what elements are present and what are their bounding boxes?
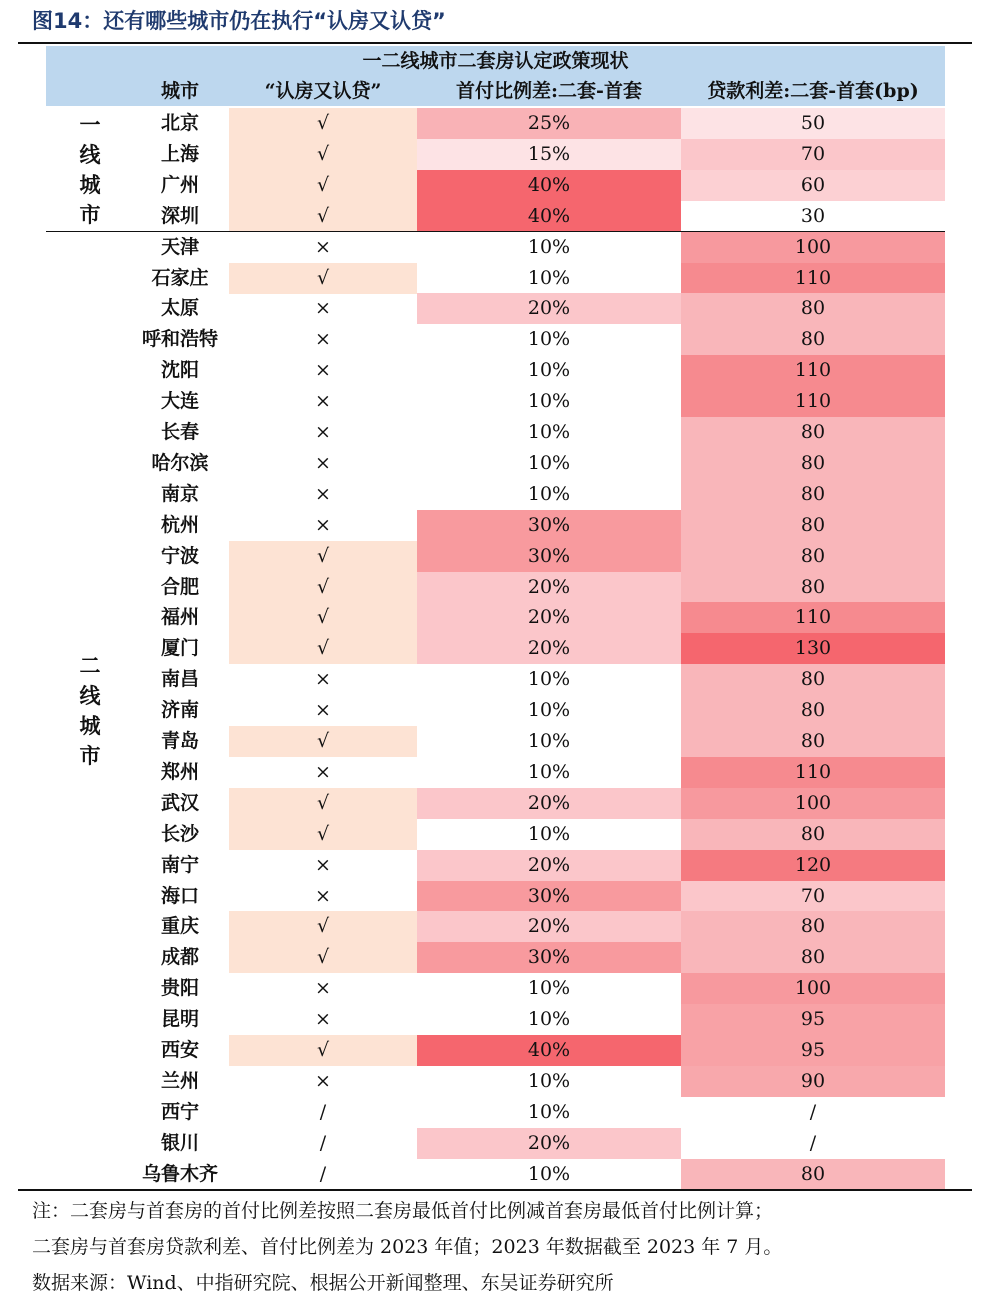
- table-row: [0, 757, 1000, 788]
- rate-diff-cell: 80: [681, 541, 945, 572]
- city-cell: 重庆: [160, 915, 199, 937]
- city-cell: 南昌: [160, 668, 199, 690]
- policy-cell: ×: [315, 977, 331, 999]
- city-cell: 长春: [160, 421, 199, 443]
- policy-cell: √: [229, 1035, 417, 1066]
- city-cell: 长沙: [160, 823, 199, 845]
- policy-cell: √: [229, 263, 417, 294]
- policy-cell: /: [319, 1163, 327, 1185]
- table-row: [0, 1128, 1000, 1159]
- policy-cell: ×: [315, 297, 331, 319]
- downpayment-diff-cell: 25%: [417, 108, 681, 139]
- table-row: [0, 664, 1000, 695]
- rate-diff-cell: 80: [681, 726, 945, 757]
- downpayment-diff-cell: 20%: [417, 1128, 681, 1159]
- table-row: [0, 695, 1000, 726]
- policy-cell: ×: [315, 761, 331, 783]
- downpayment-diff-cell: 20%: [417, 911, 681, 942]
- table-row: [0, 324, 1000, 355]
- rate-diff-cell: 110: [681, 386, 945, 417]
- city-cell: 大连: [160, 390, 199, 412]
- city-cell: 武汉: [160, 792, 199, 814]
- bottom-rule: [18, 1189, 972, 1191]
- table-row: [0, 1159, 1000, 1190]
- downpayment-diff-cell: 30%: [417, 510, 681, 541]
- city-cell: 济南: [160, 699, 199, 721]
- table-row: [0, 201, 1000, 232]
- downpayment-diff-cell: 40%: [417, 1035, 681, 1066]
- policy-cell: ×: [315, 1008, 331, 1030]
- policy-cell: ×: [315, 699, 331, 721]
- city-cell: 昆明: [160, 1008, 199, 1030]
- rate-diff-cell: 100: [681, 788, 945, 819]
- city-cell: 郑州: [160, 761, 199, 783]
- downpayment-diff-cell: 15%: [417, 139, 681, 170]
- downpayment-diff-cell: 40%: [417, 201, 681, 232]
- city-cell: 青岛: [160, 730, 199, 752]
- downpayment-diff-cell: 10%: [417, 1004, 681, 1035]
- rate-diff-cell: 80: [681, 572, 945, 603]
- rate-diff-cell: 80: [681, 664, 945, 695]
- policy-cell: √: [229, 788, 417, 819]
- rate-diff-cell: 70: [681, 139, 945, 170]
- rate-diff-cell: /: [809, 1101, 817, 1123]
- downpayment-diff-cell: 10%: [417, 479, 681, 510]
- policy-cell: ×: [315, 514, 331, 536]
- policy-cell: ×: [315, 885, 331, 907]
- city-cell: 西宁: [160, 1101, 199, 1123]
- downpayment-diff-cell: 30%: [417, 881, 681, 912]
- city-cell: 贵阳: [160, 977, 199, 999]
- rate-diff-cell: 120: [681, 850, 945, 881]
- downpayment-diff-cell: 10%: [417, 386, 681, 417]
- rate-diff-cell: 80: [681, 448, 945, 479]
- city-cell: 厦门: [160, 637, 199, 659]
- rate-diff-cell: 80: [681, 510, 945, 541]
- top-rule: [18, 42, 972, 44]
- table-row: [0, 479, 1000, 510]
- table-row: [0, 942, 1000, 973]
- table-row: [0, 139, 1000, 170]
- table-row: [0, 293, 1000, 324]
- rate-diff-cell: 80: [681, 819, 945, 850]
- policy-cell: √: [229, 108, 417, 139]
- table-row: [0, 1035, 1000, 1066]
- city-cell: 福州: [160, 606, 199, 628]
- city-cell: 深圳: [160, 205, 199, 227]
- group-label-char: 城: [79, 172, 101, 197]
- city-cell: 杭州: [160, 514, 199, 536]
- downpayment-diff-cell: 10%: [417, 695, 681, 726]
- note-line-2: 二套房与首套房贷款利差、首付比例差为 2023 年值；2023 年数据截至 2023 年 7 月。: [32, 1236, 783, 1258]
- policy-cell: √: [229, 170, 417, 201]
- city-cell: 上海: [160, 143, 199, 165]
- downpayment-diff-cell: 10%: [417, 819, 681, 850]
- city-cell: 沈阳: [160, 359, 199, 381]
- rate-diff-cell: 110: [681, 757, 945, 788]
- group-label-char: 线: [79, 142, 101, 167]
- column-header-policy: “认房又认贷”: [264, 80, 382, 102]
- group-label-char: 线: [79, 683, 101, 708]
- downpayment-diff-cell: 10%: [417, 757, 681, 788]
- table-row: [0, 355, 1000, 386]
- city-cell: 北京: [160, 112, 199, 134]
- city-cell: 合肥: [160, 576, 199, 598]
- rate-diff-cell: 100: [681, 232, 945, 263]
- table-title: 一二线城市二套房认定政策现状: [362, 50, 629, 72]
- downpayment-diff-cell: 10%: [417, 1066, 681, 1097]
- city-cell: 哈尔滨: [151, 452, 209, 474]
- downpayment-diff-cell: 10%: [417, 417, 681, 448]
- downpayment-diff-cell: 10%: [417, 1159, 681, 1190]
- policy-cell: ×: [315, 452, 331, 474]
- city-cell: 乌鲁木齐: [141, 1163, 218, 1185]
- downpayment-diff-cell: 30%: [417, 942, 681, 973]
- rate-diff-cell: 30: [681, 201, 945, 232]
- rate-diff-cell: 90: [681, 1066, 945, 1097]
- city-cell: 呼和浩特: [141, 328, 218, 350]
- downpayment-diff-cell: 10%: [417, 324, 681, 355]
- policy-cell: ×: [315, 483, 331, 505]
- downpayment-diff-cell: 20%: [417, 633, 681, 664]
- table-row: [0, 973, 1000, 1004]
- policy-cell: √: [229, 602, 417, 633]
- rate-diff-cell: 80: [681, 695, 945, 726]
- policy-cell: √: [229, 911, 417, 942]
- policy-cell: ×: [315, 1070, 331, 1092]
- rate-diff-cell: 100: [681, 973, 945, 1004]
- downpayment-diff-cell: 20%: [417, 788, 681, 819]
- downpayment-diff-cell: 10%: [417, 448, 681, 479]
- table-row: [0, 881, 1000, 912]
- table-row: [0, 541, 1000, 572]
- rate-diff-cell: 95: [681, 1004, 945, 1035]
- city-cell: 成都: [160, 946, 199, 968]
- downpayment-diff-cell: 10%: [417, 726, 681, 757]
- table-row: [0, 850, 1000, 881]
- column-header-rate-diff: 贷款利差:二套-首套(bp): [707, 80, 919, 102]
- policy-cell: √: [229, 819, 417, 850]
- policy-cell: √: [229, 633, 417, 664]
- table-row: [0, 263, 1000, 294]
- city-cell: 宁波: [160, 545, 199, 567]
- table-row: [0, 726, 1000, 757]
- rate-diff-cell: 80: [681, 942, 945, 973]
- group-label-char: 城: [79, 713, 101, 738]
- rate-diff-cell: 110: [681, 263, 945, 294]
- table-row: [0, 108, 1000, 139]
- table-row: [0, 572, 1000, 603]
- downpayment-diff-cell: 10%: [417, 355, 681, 386]
- rate-diff-cell: 95: [681, 1035, 945, 1066]
- rate-diff-cell: 80: [681, 1159, 945, 1190]
- table-row: [0, 602, 1000, 633]
- policy-cell: ×: [315, 328, 331, 350]
- downpayment-diff-cell: 10%: [417, 263, 681, 294]
- policy-cell: ×: [315, 359, 331, 381]
- table-row: [0, 232, 1000, 263]
- city-cell: 南京: [160, 483, 199, 505]
- table-row: [0, 386, 1000, 417]
- policy-cell: √: [229, 572, 417, 603]
- figure-title: 图14：还有哪些城市仍在执行“认房又认贷”: [32, 9, 446, 33]
- table-row: [0, 1066, 1000, 1097]
- table-row: [0, 417, 1000, 448]
- rate-diff-cell: 60: [681, 170, 945, 201]
- policy-cell: /: [319, 1132, 327, 1154]
- city-cell: 西安: [160, 1039, 199, 1061]
- city-cell: 石家庄: [151, 267, 209, 289]
- downpayment-diff-cell: 30%: [417, 541, 681, 572]
- group-label-char: 二: [79, 653, 101, 678]
- table-row: [0, 911, 1000, 942]
- policy-cell: ×: [315, 854, 331, 876]
- policy-cell: √: [229, 201, 417, 232]
- city-cell: 南宁: [160, 854, 199, 876]
- table-row: [0, 1097, 1000, 1128]
- policy-cell: ×: [315, 421, 331, 443]
- table-row: [0, 448, 1000, 479]
- downpayment-diff-cell: 20%: [417, 602, 681, 633]
- downpayment-diff-cell: 10%: [417, 1097, 681, 1128]
- rate-diff-cell: 80: [681, 479, 945, 510]
- policy-cell: √: [229, 726, 417, 757]
- table-row: [0, 633, 1000, 664]
- rate-diff-cell: 80: [681, 293, 945, 324]
- group-label-char: 市: [79, 202, 101, 227]
- note-line-1: 注：二套房与首套房的首付比例差按照二套房最低首付比例减首套房最低首付比例计算；: [32, 1200, 774, 1222]
- table-row: [0, 1004, 1000, 1035]
- downpayment-diff-cell: 10%: [417, 664, 681, 695]
- downpayment-diff-cell: 40%: [417, 170, 681, 201]
- downpayment-diff-cell: 20%: [417, 293, 681, 324]
- group-label-char: 市: [79, 743, 101, 768]
- rate-diff-cell: 110: [681, 602, 945, 633]
- rate-diff-cell: 70: [681, 881, 945, 912]
- table-row: [0, 510, 1000, 541]
- rate-diff-cell: 80: [681, 324, 945, 355]
- city-cell: 太原: [160, 297, 199, 319]
- downpayment-diff-cell: 10%: [417, 232, 681, 263]
- city-cell: 天津: [160, 236, 199, 258]
- city-cell: 海口: [160, 885, 199, 907]
- policy-cell: ×: [315, 390, 331, 412]
- downpayment-diff-cell: 10%: [417, 973, 681, 1004]
- rate-diff-cell: 130: [681, 633, 945, 664]
- policy-cell: /: [319, 1101, 327, 1123]
- source-line: 数据来源：Wind、中指研究院、根据公开新闻整理、东吴证券研究所: [32, 1272, 614, 1294]
- table-row: [0, 788, 1000, 819]
- rate-diff-cell: 80: [681, 911, 945, 942]
- downpayment-diff-cell: 20%: [417, 850, 681, 881]
- policy-cell: √: [229, 541, 417, 572]
- rate-diff-cell: 80: [681, 417, 945, 448]
- column-header-city: 城市: [160, 80, 199, 102]
- city-cell: 广州: [160, 174, 199, 196]
- policy-cell: ×: [315, 668, 331, 690]
- rate-diff-cell: 50: [681, 108, 945, 139]
- policy-cell: √: [229, 942, 417, 973]
- rate-diff-cell: 110: [681, 355, 945, 386]
- downpayment-diff-cell: 20%: [417, 572, 681, 603]
- column-header-downpayment-diff: 首付比例差:二套-首套: [456, 80, 642, 102]
- table-row: [0, 170, 1000, 201]
- city-cell: 兰州: [160, 1070, 199, 1092]
- policy-cell: √: [229, 139, 417, 170]
- policy-cell: ×: [315, 236, 331, 258]
- rate-diff-cell: /: [809, 1132, 817, 1154]
- group-label-char: 一: [79, 112, 101, 137]
- table-row: [0, 819, 1000, 850]
- city-cell: 银川: [160, 1132, 199, 1154]
